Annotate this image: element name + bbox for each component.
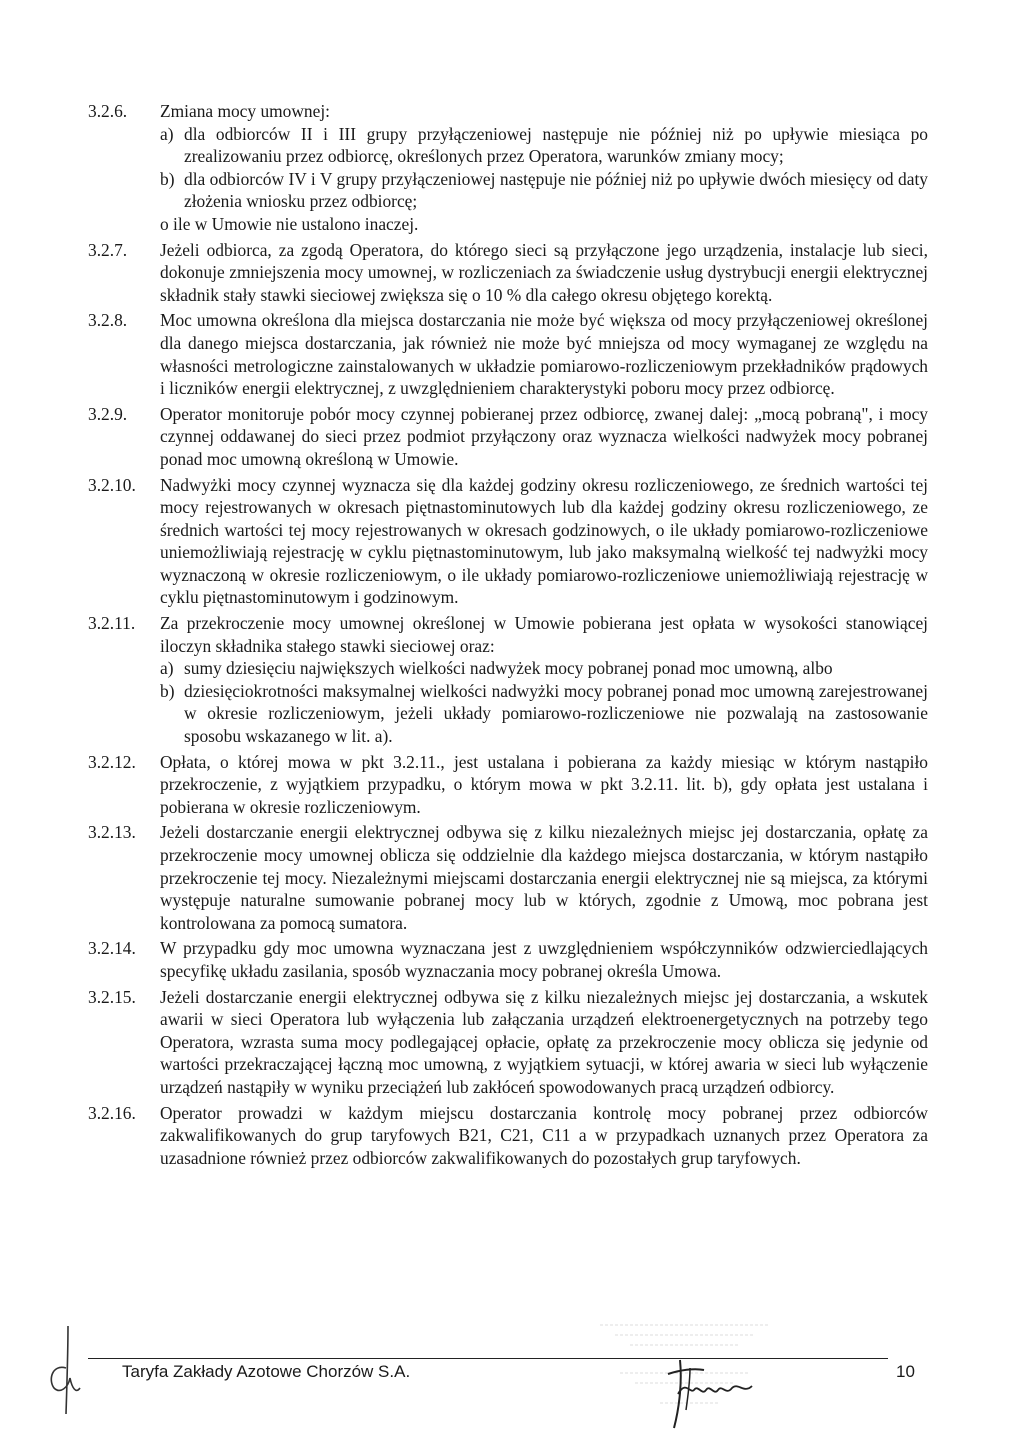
list-item [160,168,928,213]
item-text: sumy dziesięciu największych wielkości nadwyżek mocy pobranej ponad moc umowną, albo [184,658,833,679]
section-number: 3.2.7. [88,239,128,260]
section-3-2-7 [88,239,928,307]
list-item [160,657,928,680]
footer-title: Taryfa Zakłady Azotowe Chorzów S.A. [122,1362,411,1381]
initials-signature-icon [44,1322,84,1418]
section-text: Opłata, o której mowa w pkt 3.2.11., jest ustalana i pobierana za każdy miesiąc w którym nastąpiło przekroczenie, z wyjątkiem przypadku, o którym mowa w pkt 3.2.11. lit. b), gdy opłata jest ustalana i pobierana w okresie rozliczeniowym. [160,751,928,817]
handwritten-signature-icon [660,1350,770,1430]
document-body [88,100,928,1172]
section-text: Moc umowna określona dla miejsca dostarczania nie może być większa od mocy przyłączeniowej określonej dla danego miejsca dostarczania, jak również nie może być mniejsza od mocy wymaganej ze względu na własności metrologiczne zainstalowanych w układzie pomiarowo-rozliczeniowym przekładników prądowych i liczników energii elektrycznej, z uwzględnieniem charakterystyki poboru mocy przez odbiorcę. [160,310,928,399]
section-text: Jeżeli dostarczanie energii elektrycznej odbywa się z kilku niezależnych miejsc jej dostarczania, opłatę za przekroczenie mocy umownej oblicza się oddzielnie dla każdego miejsca dostarczania, w którym nastąpiło przekroczenie tej mocy. Niezależnymi miejscami dostarczania energii elektrycznej nie są miejsca, za którymi występuje naturalne sumowanie pobranej mocy lub w których, zgodnie z Umową, moc pobrana jest kontrolowana za pomocą sumatora. [160,822,928,933]
section-number: 3.2.13. [88,822,136,843]
item-label: a) [160,123,174,144]
section-3-2-9 [88,403,928,471]
section-text: Jeżeli odbiorca, za zgodą Operatora, do którego sieci są przyłączone jego urządzenia, instalacje lub sieci, dokonuje zmniejszenia mocy umownej, w rozliczeniach za świadczenie usług dystrybucji energii elektrycznej składnik stały stawki sieciowej zwiększa się o 10 % dla całego okresu objętego korektą. [160,239,928,305]
item-text: dla odbiorców II i III grupy przyłączeniowej następuje nie później niż po upływie miesiąca po zrealizowaniu przez odbiorcę, określonych przez Operatora, warunków zmiany mocy; [184,123,928,167]
section-text: Jeżeli dostarczanie energii elektrycznej odbywa się z kilku niezależnych miejsc jej dostarczania, a wskutek awarii w sieci Operatora lub wyłączenia lub załączania urządzeń elektroenergetycznych na potrzeby tego Operatora, wzrasta suma mocy podlegającej opłacie, opłatę za przekroczenie mocy oblicza się jedynie od wartości przekraczającej łączną moc umowną, z wyjątkiem sytuacji, w której awaria w sieci lub wyłączenie urządzeń nastąpiły w wyniku przeciążeń lub zakłóceń spowodowanych pracą urządzeń odbiorcy. [160,986,928,1097]
section-number: 3.2.9. [88,403,128,424]
section-3-2-12 [88,751,928,819]
section-number: 3.2.6. [88,101,128,121]
list-item [160,680,928,748]
section-number: 3.2.14. [88,938,136,959]
section-3-2-8 [88,309,928,399]
section-text: Nadwyżki mocy czynnej wyznacza się dla każdej godziny okresu rozliczeniowego, ze średnich wartości tej mocy rejestrowanych w okresach piętnastominutowych lub dla każdej godziny okresu rozliczeniowego, ze średnich wartości tej mocy rejestrowanych w okresach godzinowych, o ile układy pomiarowo-rozliczeniowe uniemożliwiają rejestrację w cyklu piętnastominutowym, lub jako maksymalną wielkość tej nadwyżki mocy wyznaczoną w okresie rozliczeniowym, o ile układy pomiarowo-rozliczeniowe uniemożliwiają rejestrację w cyklu piętnastominutowym i godzinowym. [160,474,928,608]
section-number: 3.2.15. [88,986,136,1007]
item-text: dziesięciokrotności maksymalnej wielkości nadwyżki mocy pobranej ponad moc umowną zarejestrowanej w okresie rozliczeniowym, jeżeli układy pomiarowo-rozliczeniowe nie pozwalają na zastosowanie sposobu wskazanego w lit. a). [184,680,928,747]
section-text: Operator prowadzi w każdym miejscu dostarczania kontrolę mocy pobranej przez odbiorców zakwalifikowanych do grup taryfowych B21, C21, C11 a w przypadkach uznanych przez Operatora za uzasadnione również przez odbiorców zakwalifikowanych do pozostałych grup taryfowych. [160,1102,928,1168]
section-text: W przypadku gdy moc umowna wyznaczana jest z uwzględnieniem współczynników odzwierciedlających specyfikę układu zasilania, sposób wyznaczania mocy pobranej określa Umowa. [160,938,928,981]
section-text: Operator monitoruje pobór mocy czynnej pobieranej przez odbiorcę, zwanej dalej: „mocą pobraną", i mocy czynnej oddawanej do sieci przez podmiot przyłączony oraz wyznacza wielkości nadwyżek mocy pobranej ponad moc umowną określoną w Umowie. [160,403,928,469]
section-title: Zmiana mocy umownej: [160,101,331,121]
section-3-2-10 [88,474,928,610]
page-number: 10 [896,1362,915,1381]
section-3-2-11 [88,612,928,748]
section-3-2-16 [88,1102,928,1170]
section-3-2-14 [88,937,928,982]
section-3-2-6 [88,100,928,236]
item-label: b) [160,680,175,701]
section-number: 3.2.16. [88,1102,136,1123]
section-number: 3.2.11. [88,613,136,634]
section-number: 3.2.12. [88,751,136,772]
item-label: b) [160,168,175,189]
item-label: a) [160,658,174,679]
section-3-2-15 [88,986,928,1099]
section-note: o ile w Umowie nie ustalono inaczej. [160,213,419,234]
section-3-2-13 [88,821,928,934]
item-text: dla odbiorców IV i V grupy przyłączeniowej następuje nie później niż po upływie dwóch miesięcy od daty złożenia wniosku przez odbiorcę; [184,168,928,212]
section-number: 3.2.8. [88,310,128,331]
list-item [160,123,928,168]
section-number: 3.2.10. [88,474,136,495]
section-title: Za przekroczenie mocy umownej określonej w Umowie pobierana jest opłata w wysokości stanowiącej iloczyn składnika stałego stawki sieciowej oraz: [160,613,928,656]
